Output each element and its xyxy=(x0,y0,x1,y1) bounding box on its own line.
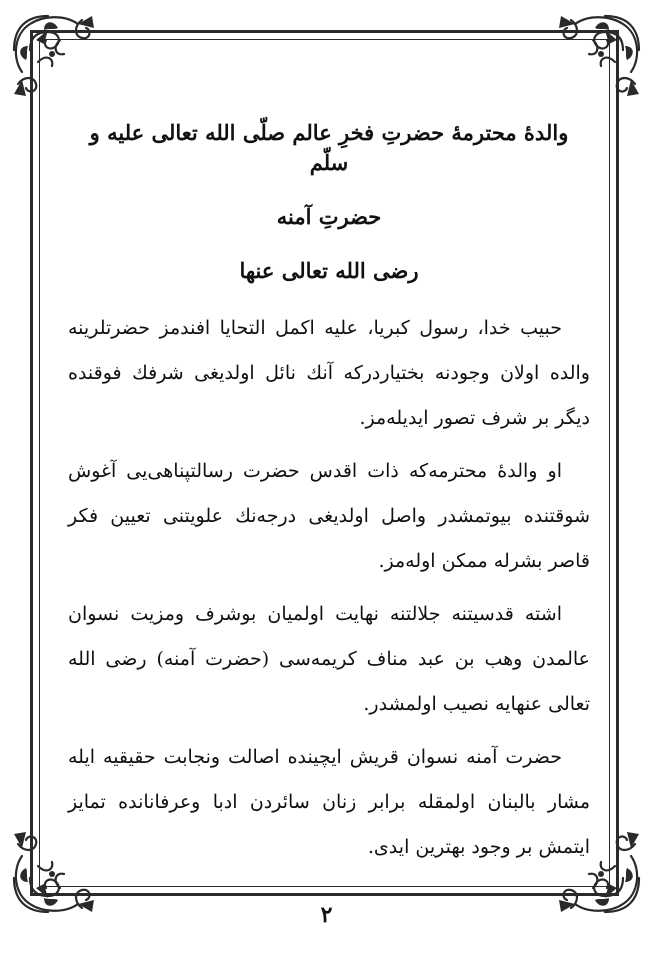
paragraph: حبیب خدا، رسول کبریا، علیه اکمل التحایا افندمز حضرتلرینه والده اولان وجودنه بختیاردرکه آنك نائل اولدیغی شرفك فوقنده دیگر بر شرف تصور ایدیله‌مز. xyxy=(68,317,590,429)
paragraph: حضرت آمنه نسوان قریش ایچینده اصالت ونجابت حقیقیه ایله مشار بالبنان اولمقله برابر زنان سائردن ادبا وعرفانانده تمایز ایتمش بر وجود بهترین ایدی. xyxy=(68,746,590,858)
paragraph: او والدۀ محترمه‌که ذات اقدس حضرت رسالتپناهی‌یی آغوش شوقتنده بیوتمشدر واصل اولدیغی درجه‌نك علویتنی تعیین فکر قاصر بشرله ممکن اوله‌مز. xyxy=(68,460,590,572)
paragraph: اشته قدسیتنه جلالتنه نهایت اولمیان بوشرف ومزیت نسوان عالمدن وهب بن عبد مناف کریمه‌سی (حضرت آمنه) رضی الله تعالی عنهایه نصیب اولمشدر. xyxy=(68,603,590,715)
page-number: ٢ xyxy=(320,902,333,928)
page-content xyxy=(68,108,590,878)
chapter-title: والدۀ محترمۀ حضرتِ فخرِ عالم صلّی الله تعالی علیه و سلّم xyxy=(89,120,569,175)
chapter-subtitle-blessing: رضی الله تعالی عنها xyxy=(239,258,419,283)
chapter-subtitle-name: حضرتِ آمنه xyxy=(276,204,382,229)
floral-corner-ornament-icon xyxy=(553,10,645,102)
floral-corner-ornament-icon xyxy=(8,10,100,102)
